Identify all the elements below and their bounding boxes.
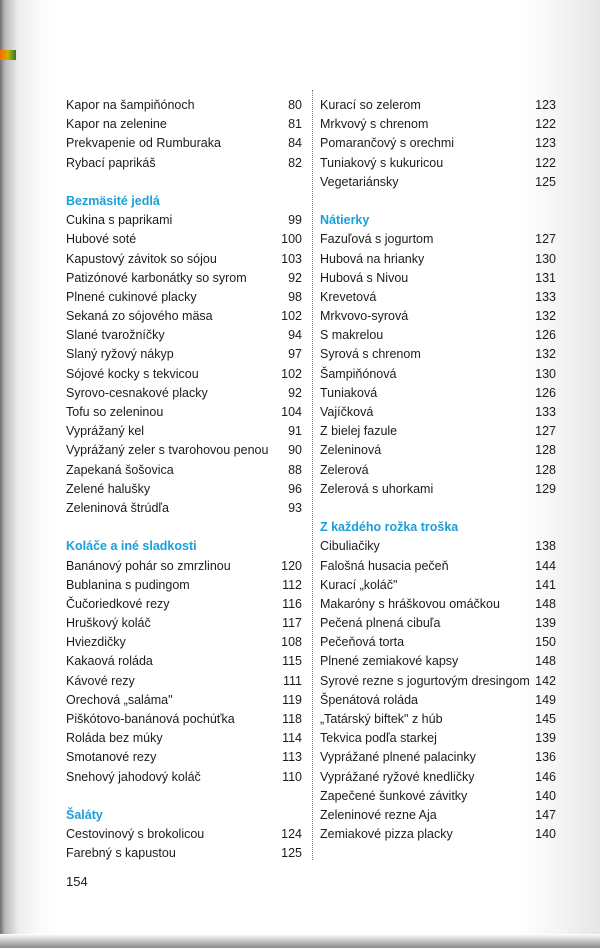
spacer (320, 499, 556, 518)
section-heading: Koláče a iné sladkosti (66, 539, 197, 554)
page-ref: 91 (288, 424, 302, 439)
index-entry (320, 250, 556, 269)
recipe-name: Smotanové rezy (66, 750, 157, 765)
section-heading: Šaláty (66, 807, 103, 822)
index-entry (320, 154, 556, 173)
page-ref: 98 (288, 289, 302, 304)
spacer (66, 173, 302, 192)
recipe-name: Zelerová s uhorkami (320, 481, 434, 496)
index-entry (320, 480, 556, 499)
page-ref: 145 (535, 712, 556, 726)
recipe-name: Kapor na zelenine (66, 117, 167, 132)
recipe-name: Tuniakový s kukuricou (320, 155, 444, 170)
recipe-name: Snehový jahodový koláč (66, 769, 201, 784)
page-ref: 119 (282, 692, 302, 707)
page-ref: 125 (535, 174, 556, 189)
index-entry (320, 633, 556, 652)
page-ref: 128 (535, 462, 556, 477)
index-entry (320, 307, 556, 326)
index-entry (66, 403, 302, 422)
section-heading: Nátierky (320, 213, 370, 228)
recipe-name: Hubová na hrianky (320, 251, 425, 266)
recipe-name: Mrkvovo-syrová (320, 309, 409, 324)
page-ref: 102 (281, 366, 302, 381)
index-entry (320, 115, 556, 134)
recipe-name: Čučoriedkové rezy (66, 596, 170, 611)
page-ref: 92 (288, 270, 302, 285)
recipe-name: Farebný s kapustou (66, 846, 176, 861)
recipe-name: Bublanina s pudingom (66, 577, 190, 592)
page-ref: 138 (535, 539, 556, 554)
index-entry (66, 614, 302, 633)
index-entry (66, 557, 302, 576)
index-entry (66, 441, 302, 460)
page-ref: 104 (281, 405, 302, 419)
page-ref: 108 (281, 635, 302, 650)
page-ref: 113 (282, 750, 302, 765)
spacer (66, 787, 302, 806)
recipe-name: Vajíčková (320, 405, 374, 419)
page-ref: 94 (288, 328, 302, 343)
recipe-name: Cibuliačiky (320, 539, 380, 554)
recipe-name: Zelerová (320, 462, 369, 477)
page-ref: 139 (535, 616, 556, 631)
recipe-name: Pečeňová torta (320, 635, 405, 650)
page-ref: 123 (535, 98, 556, 112)
page-bottom-shadow (0, 934, 600, 948)
page-ref: 142 (535, 673, 556, 688)
recipe-name: Vyprážané plnené palacinky (320, 750, 476, 765)
recipe-name: Kapor na šampiňónoch (66, 98, 195, 112)
recipe-name: Orechová „saláma" (66, 692, 173, 707)
index-entry (66, 672, 302, 691)
page-ref: 124 (281, 827, 302, 842)
recipe-name: Šampiňónová (320, 366, 397, 381)
recipe-name: Falošná husacia pečeň (320, 558, 449, 573)
recipe-name: Sójové kocky s tekvicou (66, 366, 199, 381)
index-entry (66, 691, 302, 710)
recipe-name: Kapustový závitok so sójou (66, 251, 217, 266)
recipe-name: Syrové rezne s jogurtovým dresingom (320, 673, 530, 688)
index-entry (320, 595, 556, 614)
page-ref: 129 (535, 481, 556, 496)
index-entry (66, 768, 302, 787)
index-entry (66, 250, 302, 269)
spine-color-mark (0, 50, 16, 60)
recipe-name: Pomarančový s orechmi (320, 136, 455, 151)
index-entry (320, 345, 556, 364)
index-entry (66, 115, 302, 134)
index-entry (66, 365, 302, 384)
page-ref: 141 (535, 577, 556, 592)
recipe-name: Vegetariánsky (320, 174, 399, 189)
page-ref: 100 (281, 232, 302, 247)
page-ref: 114 (282, 731, 302, 746)
index-entry (320, 441, 556, 460)
index-entry (66, 652, 302, 671)
page-ref: 112 (282, 577, 302, 592)
page-ref: 111 (282, 673, 302, 688)
recipe-name: S makrelou (320, 328, 384, 343)
page-ref: 130 (535, 251, 556, 266)
index-entry (66, 461, 302, 480)
index-entry (320, 557, 556, 576)
page-ref: 131 (535, 270, 556, 285)
index-entry (320, 461, 556, 480)
index-entry (320, 384, 556, 403)
recipe-name: Vyprážaný zeler s tvarohovou penou (66, 443, 269, 458)
recipe-name: Vyprážané ryžové knedličky (320, 769, 475, 784)
recipe-name: Hruškový koláč (66, 616, 151, 631)
page-ref: 149 (535, 692, 556, 707)
index-entry (320, 230, 556, 249)
page-ref: 133 (535, 405, 556, 419)
page-ref: 139 (535, 731, 556, 746)
page-ref: 147 (535, 807, 556, 822)
index-entry (66, 230, 302, 249)
page-ref: 97 (288, 347, 302, 362)
index-entry (66, 96, 302, 115)
index-entry (66, 307, 302, 326)
recipe-name: Hubová s Nivou (320, 270, 409, 285)
index-entry (66, 499, 302, 518)
recipe-name: Slané tvarožníčky (66, 328, 165, 343)
index-entry (66, 326, 302, 345)
recipe-name: Kakaová roláda (66, 654, 153, 669)
recipe-name: Prekvapenie od Rumburaka (66, 136, 221, 151)
page-ref: 123 (535, 136, 556, 151)
recipe-name: Rybací paprikáš (66, 155, 156, 170)
recipe-name: Fazuľová s jogurtom (320, 232, 434, 247)
section-heading: Bezmäsité jedlá (66, 193, 160, 208)
recipe-name: „Tatárský biftek" z húb (320, 712, 443, 726)
page-ref: 127 (535, 424, 556, 439)
recipe-name: Roláda bez múky (66, 731, 163, 746)
page-ref: 81 (288, 117, 302, 132)
page-ref: 136 (535, 750, 556, 765)
index-entry (320, 288, 556, 307)
page-ref: 122 (535, 117, 556, 132)
index-entry (66, 710, 302, 729)
page-ref: 125 (281, 846, 302, 861)
index-entry (320, 537, 556, 556)
recipe-name: Piškótovo-banánová pochúťka (66, 712, 235, 726)
recipe-name: Plnené zemiakové kapsy (320, 654, 459, 669)
index-entry (66, 576, 302, 595)
page-ref: 99 (288, 213, 302, 228)
page-ref: 96 (288, 481, 302, 496)
recipe-name: Syrovo-cesnakové placky (66, 385, 208, 400)
index-entry (66, 422, 302, 441)
index-entry (66, 480, 302, 499)
index-entry (320, 326, 556, 345)
index-entry (66, 729, 302, 748)
page-ref: 148 (535, 654, 556, 669)
index-entry (66, 748, 302, 767)
page-ref: 144 (535, 558, 556, 573)
recipe-name: Kurací „koláč" (320, 577, 398, 592)
recipe-name: Hubové soté (66, 232, 137, 247)
page-ref: 140 (535, 827, 556, 842)
index-entry (66, 269, 302, 288)
page-ref: 130 (535, 366, 556, 381)
page-ref: 140 (535, 788, 556, 803)
recipe-name: Špenátová roláda (320, 692, 418, 707)
index-entry (320, 576, 556, 595)
recipe-name: Zapečené šunkové závitky (320, 788, 468, 803)
spacer (320, 192, 556, 211)
page-ref: 93 (288, 500, 302, 515)
page-ref: 127 (535, 232, 556, 247)
recipe-name: Tuniaková (320, 385, 378, 400)
spacer (66, 518, 302, 537)
index-entry (320, 652, 556, 671)
page-ref: 122 (535, 155, 556, 170)
recipe-name: Kurací so zelerom (320, 98, 421, 112)
index-entry (320, 729, 556, 748)
recipe-name: Tofu so zeleninou (66, 405, 164, 419)
index-entry (66, 288, 302, 307)
index-entry (320, 614, 556, 633)
page-ref: 126 (535, 328, 556, 343)
recipe-name: Pečená plnená cibuľa (320, 616, 441, 631)
page-ref: 126 (535, 385, 556, 400)
index-entry (320, 365, 556, 384)
index-entry (66, 844, 302, 863)
page-ref: 92 (288, 385, 302, 400)
page-ref: 82 (288, 155, 302, 170)
recipe-name: Mrkvový s chrenom (320, 117, 429, 132)
index-entry (66, 384, 302, 403)
page-ref: 84 (288, 136, 302, 151)
recipe-name: Slaný ryžový nákyp (66, 347, 174, 362)
index-entry (66, 345, 302, 364)
index-entry (320, 96, 556, 115)
recipe-name: Zapekaná šošovica (66, 462, 174, 477)
index-entry (66, 134, 302, 153)
index-entry (320, 422, 556, 441)
index-right-column (320, 96, 556, 844)
index-left-column (66, 96, 302, 864)
recipe-name: Patizónové karbonátky so syrom (66, 270, 247, 285)
page-ref: 118 (282, 712, 302, 726)
page-ref: 88 (288, 462, 302, 477)
page-ref: 117 (282, 616, 302, 631)
page-ref: 90 (288, 443, 302, 458)
recipe-name: Zeleninová (320, 443, 382, 458)
page-ref: 133 (535, 289, 556, 304)
index-entry (320, 787, 556, 806)
index-entry (320, 748, 556, 767)
index-entry (320, 173, 556, 192)
index-entry (320, 403, 556, 422)
page-number: 154 (66, 874, 88, 889)
page-ref: 115 (282, 654, 302, 669)
page-ref: 148 (535, 596, 556, 611)
page-ref: 132 (535, 309, 556, 324)
recipe-name: Z bielej fazule (320, 424, 398, 439)
recipe-name: Tekvica podľa starkej (320, 731, 437, 746)
page-ref: 116 (282, 596, 302, 611)
recipe-name: Sekaná zo sójového mäsa (66, 309, 213, 324)
page-ref: 132 (535, 347, 556, 362)
section-heading: Z každého rožka troška (320, 520, 459, 535)
index-entry (320, 134, 556, 153)
index-entry (320, 825, 556, 844)
page-ref: 102 (281, 309, 302, 324)
recipe-name: Hviezdičky (66, 635, 126, 650)
recipe-name: Krevetová (320, 289, 377, 304)
recipe-name: Plnené cukinové placky (66, 289, 197, 304)
recipe-name: Zeleninové rezne Aja (320, 807, 437, 822)
index-entry (320, 710, 556, 729)
recipe-name: Cestovinový s brokolicou (66, 827, 205, 842)
page-ref: 128 (535, 443, 556, 458)
page-ref: 110 (282, 769, 302, 784)
recipe-name: Syrová s chrenom (320, 347, 421, 362)
index-entry (320, 691, 556, 710)
recipe-name: Zelené halušky (66, 481, 151, 496)
index-entry (66, 211, 302, 230)
index-entry (66, 595, 302, 614)
recipe-name: Makaróny s hráškovou omáčkou (320, 596, 500, 611)
recipe-name: Zeleninová štrúdľa (66, 500, 170, 515)
index-entry (320, 768, 556, 787)
page-ref: 80 (288, 98, 302, 112)
index-entry (66, 633, 302, 652)
index-entry (320, 672, 556, 691)
recipe-name: Zemiakové pizza placky (320, 827, 453, 842)
recipe-name: Vyprážaný kel (66, 424, 145, 439)
index-entry (320, 806, 556, 825)
index-entry (66, 825, 302, 844)
recipe-name: Banánový pohár so zmrzlinou (66, 558, 231, 573)
recipe-name: Kávové rezy (66, 673, 135, 688)
page-ref: 120 (281, 558, 302, 573)
index-entry (320, 269, 556, 288)
recipe-name: Cukina s paprikami (66, 213, 173, 228)
page-ref: 146 (535, 769, 556, 784)
column-divider (312, 90, 313, 860)
page-ref: 150 (535, 635, 556, 650)
page-ref: 103 (281, 251, 302, 266)
index-entry (66, 154, 302, 173)
